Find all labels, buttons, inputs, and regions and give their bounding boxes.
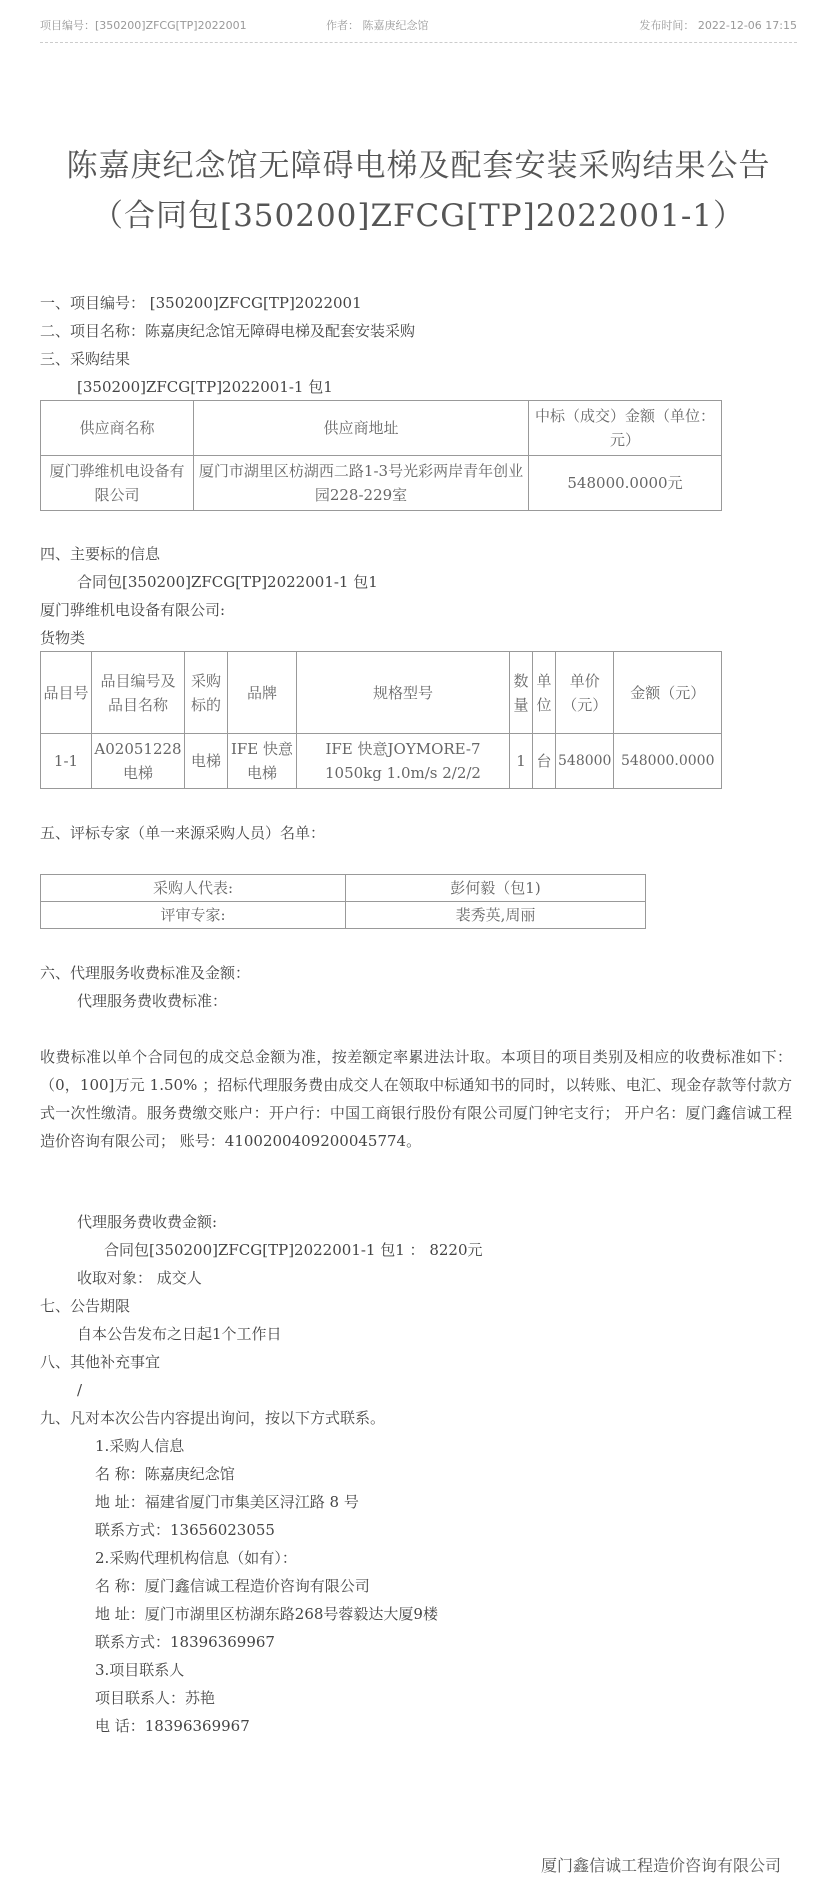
header-item-code: 品目编号及品目名称 — [92, 652, 185, 734]
table-row — [41, 734, 722, 789]
table-header-row — [41, 652, 722, 734]
section-items-heading: 四、主要标的信息 — [40, 545, 161, 563]
table-row — [41, 875, 646, 902]
section-project-no: 一、项目编号： [350200]ZFCG[TP]2022001 — [40, 294, 362, 312]
header-item-no: 品目号 — [41, 652, 92, 734]
project-contact-heading: 3.项目联系人 — [95, 1661, 185, 1679]
section-project-name: 二、项目名称：陈嘉庚纪念馆无障碍电梯及配套安装采购 — [40, 322, 416, 340]
cell-expert-value: 裴秀英,周丽 — [346, 902, 646, 929]
table-row — [41, 902, 646, 929]
agency-name: 名 称：厦门鑫信诚工程造价咨询有限公司 — [95, 1577, 370, 1595]
cell-supplier-address: 厦门市湖里区枋湖西二路1-3号光彩两岸青年创业园228-229室 — [194, 456, 529, 511]
page-subtitle: （合同包[350200]ZFCG[TP]2022001-1） — [91, 198, 746, 234]
project-contact-person: 项目联系人：苏艳 — [95, 1689, 216, 1707]
project-contact-phone: 电 话：18396369967 — [95, 1717, 250, 1735]
items-package: 合同包[350200]ZFCG[TP]2022001-1 包1 — [77, 573, 378, 591]
header-spec: 规格型号 — [297, 652, 510, 734]
purchaser-heading: 1.采购人信息 — [95, 1437, 185, 1455]
section-period-heading: 七、公告期限 — [40, 1297, 131, 1315]
cell-amount: 548000.0000元 — [529, 456, 722, 511]
cell-supplier-name: 厦门骅维机电设备有限公司 — [41, 456, 194, 511]
header-unit: 单位 — [533, 652, 556, 734]
cell-unit-price: 548000 — [556, 734, 614, 789]
cell-purchaser-rep-value: 彭何毅（包1) — [346, 875, 646, 902]
header-quantity: 数量 — [510, 652, 533, 734]
table-row — [41, 456, 722, 511]
items-supplier: 厦门骅维机电设备有限公司: — [40, 601, 226, 619]
project-no-meta: 项目编号：[350200]ZFCG[TP]2022001 — [40, 19, 247, 32]
cell-item-no: 1-1 — [41, 734, 92, 789]
header-unit-price: 单价（元） — [556, 652, 614, 734]
cell-target: 电梯 — [185, 734, 228, 789]
cell-purchaser-rep-label: 采购人代表: — [41, 875, 346, 902]
page-title: 陈嘉庚纪念馆无障碍电梯及配套安装采购结果公告 — [66, 148, 771, 184]
article-meta — [40, 17, 797, 33]
header-brand: 品牌 — [228, 652, 297, 734]
experts-table — [40, 874, 646, 929]
cell-total: 548000.0000 — [614, 734, 722, 789]
result-package: [350200]ZFCG[TP]2022001-1 包1 — [77, 378, 333, 396]
header-supplier-address: 供应商地址 — [194, 401, 529, 456]
header-target: 采购标的 — [185, 652, 228, 734]
agency-address: 地 址：厦门市湖里区枋湖东路268号蓉毅达大厦9楼 — [95, 1605, 438, 1623]
section-contact-heading: 九、凡对本次公告内容提出询问，按以下方式联系。 — [40, 1409, 386, 1427]
header-divider — [40, 42, 797, 43]
section-fee-heading: 六、代理服务收费标准及金额： — [40, 964, 251, 982]
cell-spec: IFE 快意JOYMORE-7 1050kg 1.0m/s 2/2/2 — [297, 734, 510, 789]
purchaser-address: 地 址：福建省厦门市集美区浔江路 8 号 — [95, 1493, 359, 1511]
publish-time-meta: 发布时间： 2022-12-06 17:15 — [639, 19, 797, 32]
fee-standard-paragraph: 收费标准以单个合同包的成交总金额为准，按差额定率累进法计取。本项目的项目类别及相应的收费标准如下： （0，100]万元 1.50% ；招标代理服务费由成交人在领取中标通知书的同时，以转账、电汇、现金存款等付款方式一次性缴清。服务费缴交账户：开户行：中国工商银行股份有限公司厦门钟宅支行； 开户名：厦门鑫信诚工程造价咨询有限公司； 账号：4100200409200045774。 — [40, 1048, 792, 1150]
items-table — [40, 651, 722, 789]
cell-quantity: 1 — [510, 734, 533, 789]
header-supplier-name: 供应商名称 — [41, 401, 194, 456]
result-table — [40, 400, 722, 511]
author-meta: 作者： 陈嘉庚纪念馆 — [326, 19, 429, 32]
purchaser-contact: 联系方式：13656023055 — [95, 1521, 275, 1539]
section-other-heading: 八、其他补充事宜 — [40, 1353, 161, 1371]
cell-brand: IFE 快意电梯 — [228, 734, 297, 789]
section-result-heading: 三、采购结果 — [40, 350, 131, 368]
fee-target: 收取对象： 成交人 — [77, 1269, 202, 1287]
purchaser-name: 名 称：陈嘉庚纪念馆 — [95, 1465, 235, 1483]
fee-amount-label: 代理服务费收费金额: — [77, 1213, 218, 1231]
cell-unit: 台 — [533, 734, 556, 789]
fee-amount-line: 合同包[350200]ZFCG[TP]2022001-1 包1 ： 8220元 — [104, 1241, 483, 1259]
cell-item-code: A02051228电梯 — [92, 734, 185, 789]
table-header-row — [41, 401, 722, 456]
cell-expert-label: 评审专家: — [41, 902, 346, 929]
items-category: 货物类 — [40, 629, 86, 647]
header-amount: 中标（成交）金额（单位：元） — [529, 401, 722, 456]
period-content: 自本公告发布之日起1个工作日 — [77, 1325, 282, 1343]
section-experts-heading: 五、评标专家（单一来源采购人员）名单： — [40, 824, 326, 842]
agency-contact: 联系方式：18396369967 — [95, 1633, 275, 1651]
footer-signature: 厦门鑫信诚工程造价咨询有限公司 — [540, 1856, 781, 1875]
header-total: 金额（元） — [614, 652, 722, 734]
agency-heading: 2.采购代理机构信息（如有）： — [95, 1549, 297, 1567]
fee-standard-label: 代理服务费收费标准： — [77, 992, 228, 1010]
other-content: / — [77, 1381, 83, 1399]
